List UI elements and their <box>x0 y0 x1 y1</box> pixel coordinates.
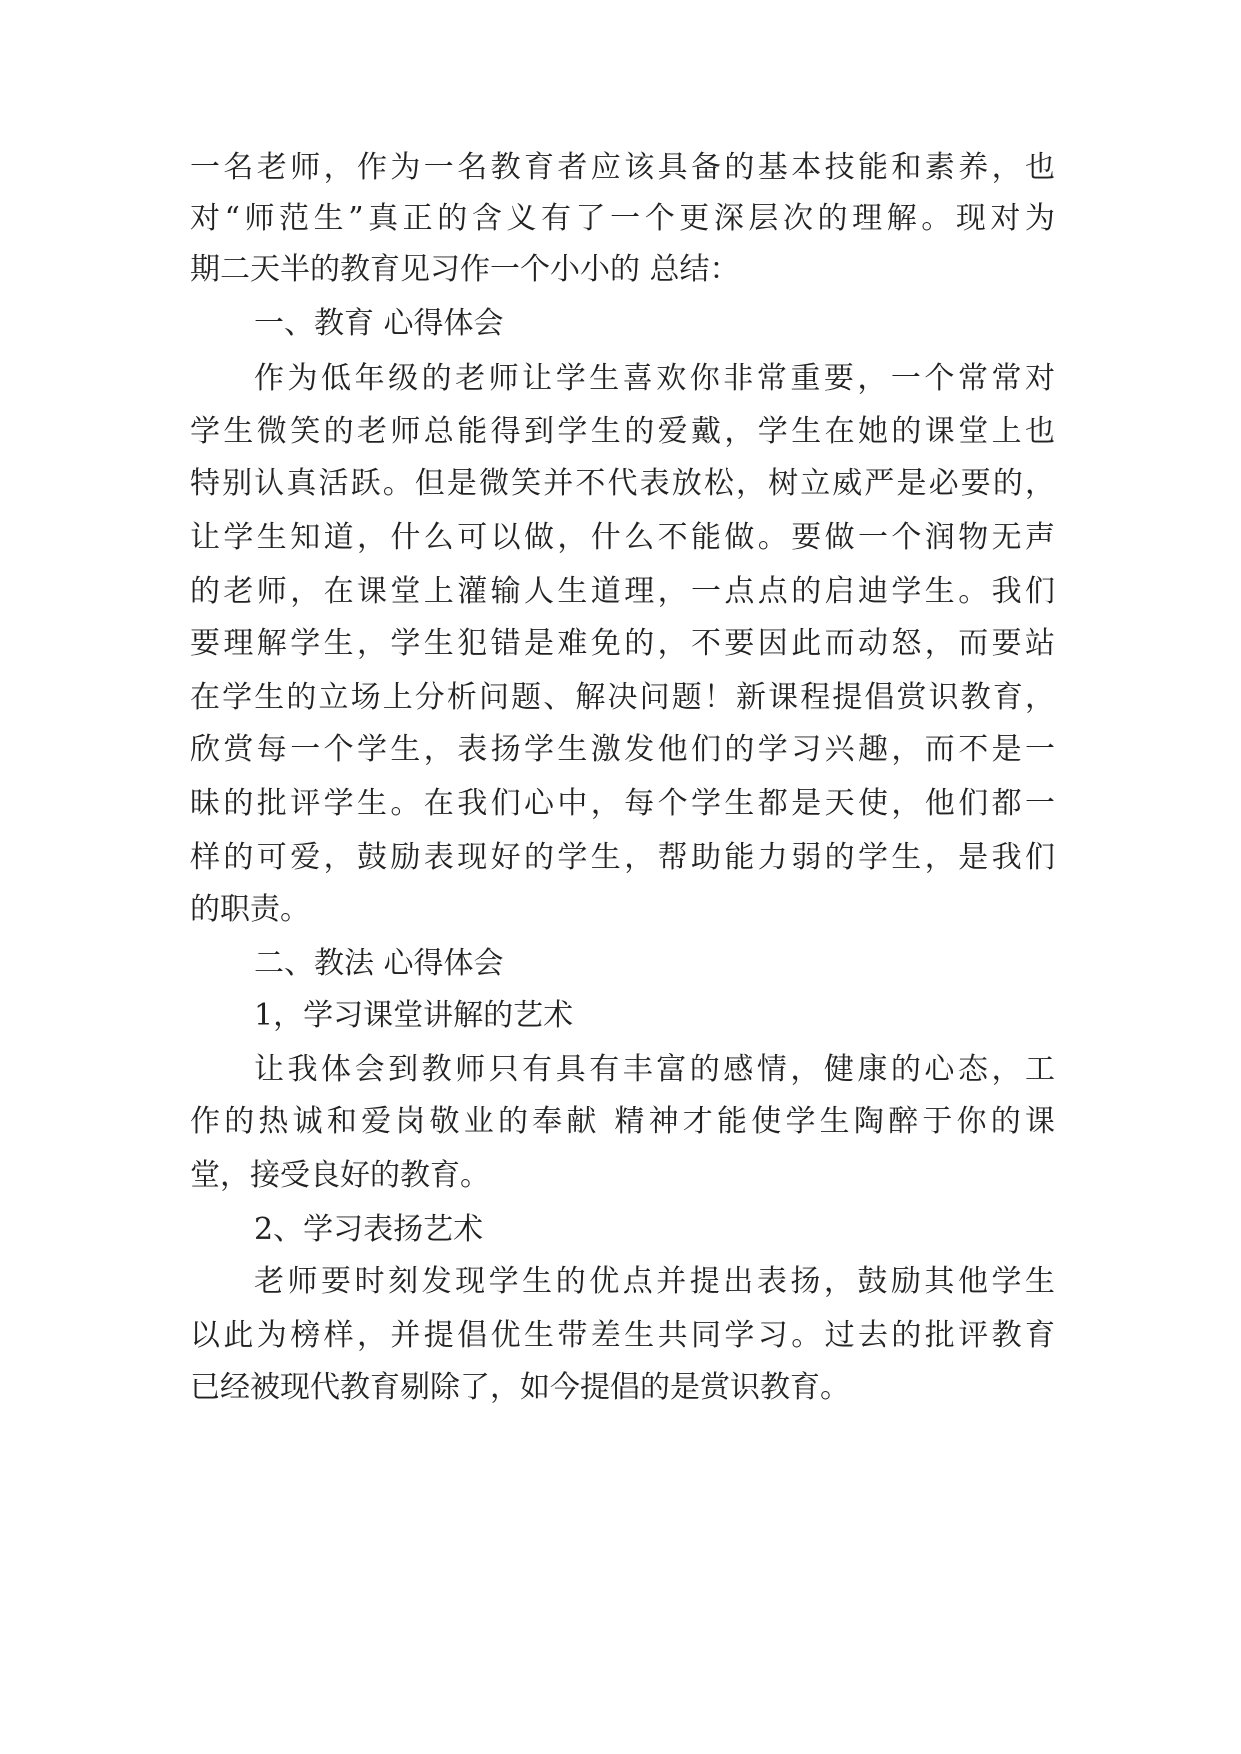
paragraph-line: 特别认真活跃。但是微笑并不代表放松，树立威严是必要的， <box>190 466 1055 501</box>
paragraph-line: 对“师范生”真正的含义有了一个更深层次的理解。现对为 <box>190 201 1055 236</box>
subheading-lecture-art: 1，学习课堂讲解的艺术 <box>254 998 574 1033</box>
paragraph-line: 学生微笑的老师总能得到学生的爱戴，学生在她的课堂上也 <box>190 414 1055 449</box>
paragraph-line: 欣赏每一个学生，表扬学生激发他们的学习兴趣，而不是一 <box>190 732 1055 767</box>
paragraph-line: 老师要时刻发现学生的优点并提出表扬，鼓励其他学生 <box>254 1264 1055 1299</box>
paragraph-line: 样的可爱，鼓励表现好的学生，帮助能力弱的学生，是我们 <box>190 840 1055 875</box>
subheading-praise-art: 2、学习表扬艺术 <box>254 1212 484 1247</box>
paragraph-line: 期二天半的教育见习作一个小小的 总结： <box>190 252 740 287</box>
section-heading-education: 一、教育 心得体会 <box>254 306 504 341</box>
paragraph-line: 作为低年级的老师让学生喜欢你非常重要，一个常常对 <box>254 361 1055 396</box>
paragraph-line: 在学生的立场上分析问题、解决问题！新课程提倡赏识教育， <box>190 680 1055 715</box>
paragraph-line: 昧的批评学生。在我们心中，每个学生都是天使，他们都一 <box>190 786 1055 821</box>
paragraph-line: 一名老师，作为一名教育者应该具备的基本技能和素养，也 <box>190 150 1055 185</box>
section-heading-method: 二、教法 心得体会 <box>254 946 504 981</box>
paragraph-line: 作的热诚和爱岗敬业的奉献 精神才能使学生陶醉于你的课 <box>190 1104 1055 1139</box>
paragraph-line: 以此为榜样，并提倡优生带差生共同学习。过去的批评教育 <box>190 1318 1055 1353</box>
paragraph-line: 的老师，在课堂上灌输人生道理，一点点的启迪学生。我们 <box>190 574 1055 609</box>
paragraph-line: 的职责。 <box>190 892 310 927</box>
paragraph-line: 堂，接受良好的教育。 <box>190 1158 490 1193</box>
paragraph-line: 要理解学生，学生犯错是难免的，不要因此而动怒，而要站 <box>190 626 1055 661</box>
paragraph-line: 让学生知道，什么可以做，什么不能做。要做一个润物无声 <box>190 520 1055 555</box>
paragraph-line: 已经被现代教育剔除了，如今提倡的是赏识教育。 <box>190 1370 850 1405</box>
paragraph-line: 让我体会到教师只有具有丰富的感情，健康的心态，工 <box>254 1052 1055 1087</box>
